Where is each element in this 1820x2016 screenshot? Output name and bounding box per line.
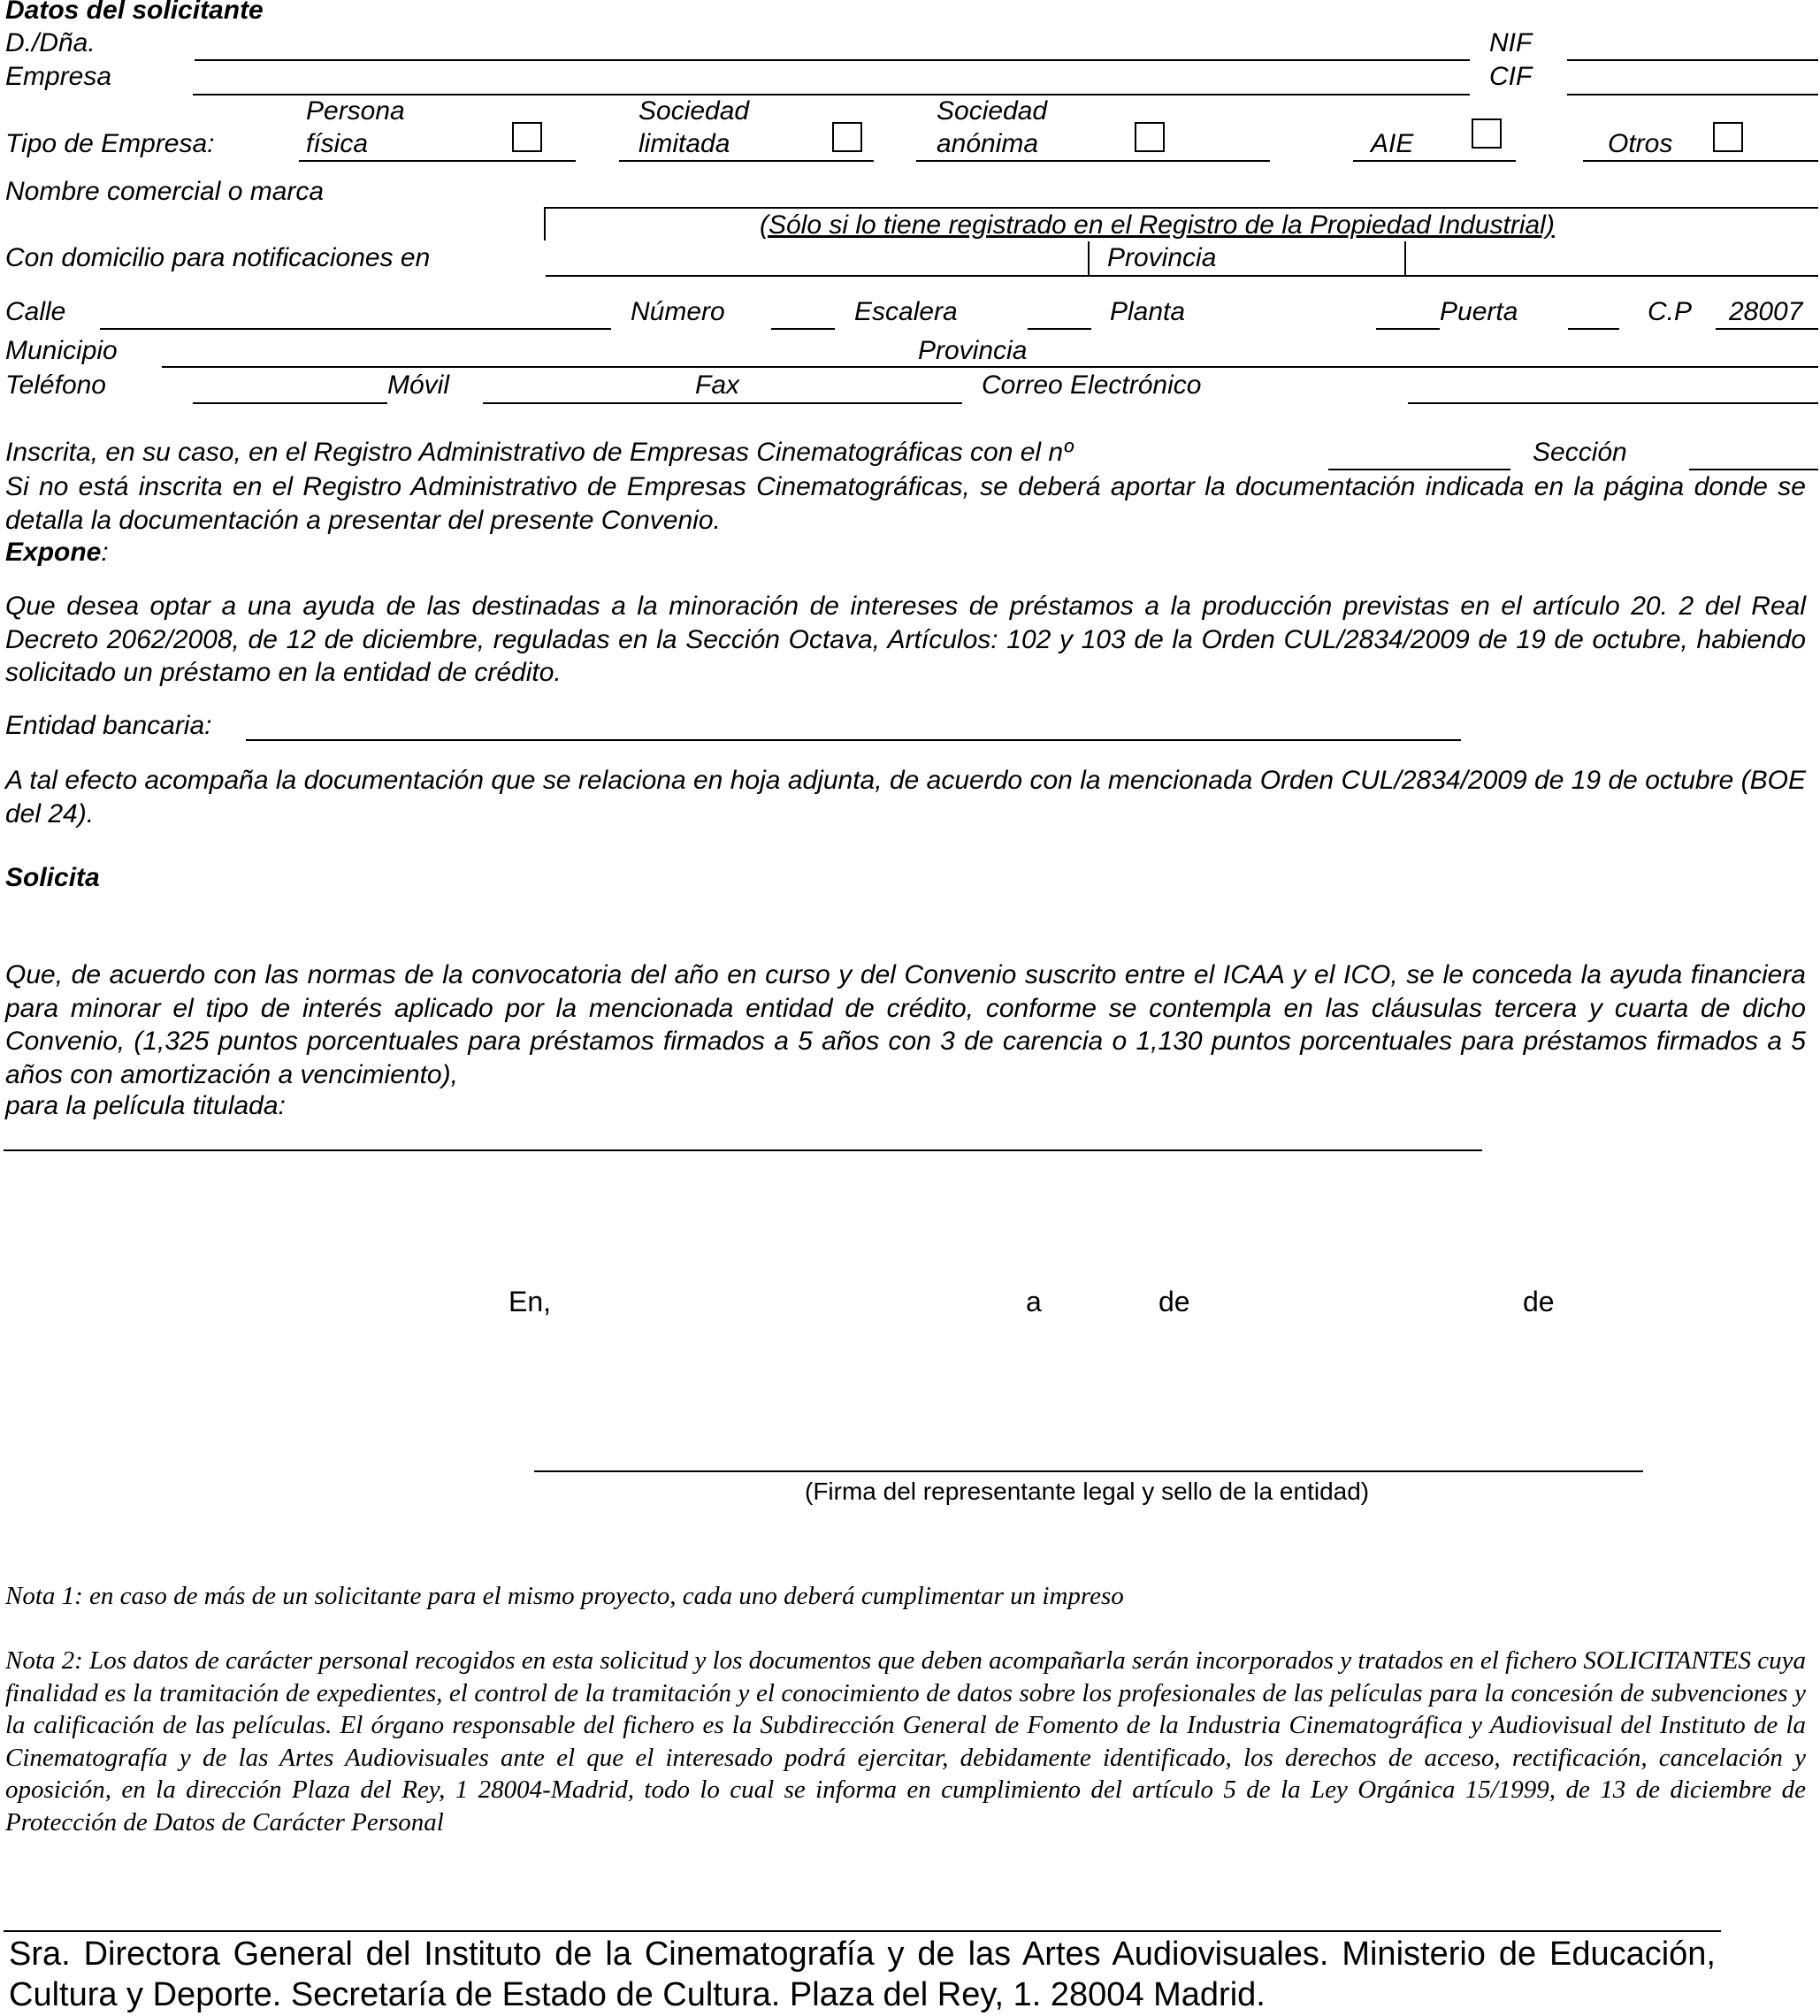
type-anonima-label-2: anónima xyxy=(937,129,1039,158)
nif-label: NIF xyxy=(1489,28,1533,57)
cif-label: CIF xyxy=(1489,62,1533,91)
trade-name-label: Nombre comercial o marca xyxy=(5,177,325,206)
signature-caption: (Firma del representante legal y sello de la entidad) xyxy=(805,1478,1370,1505)
door-field[interactable] xyxy=(1568,328,1619,330)
domicile-province-label: Provincia xyxy=(1107,243,1217,272)
trade-name-field[interactable] xyxy=(544,207,1818,209)
phone-label: Teléfono xyxy=(5,370,106,400)
registry-inscribed-text: Inscrita, en su caso, en el Registro Administrativo de Empresas Cinematográficas con el nº xyxy=(5,438,1074,467)
type-persona-label-2: física xyxy=(306,129,369,158)
province-label: Provincia xyxy=(918,336,1028,365)
checkbox-persona-fisica[interactable] xyxy=(512,122,542,152)
attach-paragraph: A tal efecto acompaña la documentación que se relaciona en hoja adjunta, de acuerdo con la mencionada Orden CUL/2834/2009 de 19 de octubre (BOE del 24). xyxy=(5,766,1806,829)
checkbox-otros[interactable] xyxy=(1713,122,1743,152)
type-otros-label: Otros xyxy=(1608,129,1673,158)
mobile-label: Móvil xyxy=(387,370,450,400)
underline xyxy=(299,160,576,162)
fax-label: Fax xyxy=(695,370,740,400)
solicita-heading: Solicita xyxy=(5,863,100,892)
domicile-label: Con domicilio para notificaciones en xyxy=(5,243,431,272)
postal-value: 28007 xyxy=(1729,297,1803,326)
street-label: Calle xyxy=(5,297,66,326)
expone-heading: Expone xyxy=(5,538,102,567)
expone-colon: : xyxy=(101,538,109,567)
phone-field[interactable] xyxy=(193,402,387,404)
cif-field[interactable] xyxy=(1567,94,1818,95)
type-limitada-label-1: Sociedad xyxy=(639,96,750,126)
type-aie-label: AIE xyxy=(1371,129,1414,158)
film-title-field[interactable] xyxy=(4,1149,1482,1151)
underline xyxy=(619,160,874,162)
number-field[interactable] xyxy=(771,328,835,330)
note-2: Nota 2: Los datos de carácter personal recogidos en esta solicitud y los documentos que deben acompañarla serán incorporados y tratados en el fichero SOLICITANTES cuya finalidad es la tramitación de expedientes, el control de la tramitación y el conocimiento de datos sobre los profesionales de las películas para la concesión de subvenciones y la calificación de las películas. El órgano responsable del fichero es la Subdirección General de Fomento de la Industria Cinematográfica y Audiovisual del Instituto de la Cinematografía y de las Artes Audiovisuales ante el que el interesado podrá ejercitar, debidamente identificado, los derechos de acceso, rectificación, cancelación y oposición, en la dirección Plaza del Rey, 1 28004-Madrid, todo lo cual se informa en cumplimiento del artículo 5 de la Ley Orgánica 15/1999, de 13 de diciembre de Protección de Datos de Carácter Personal xyxy=(5,1646,1806,1837)
trade-name-note: (Sólo si lo tiene registrado en el Registro de la Propiedad Industrial) xyxy=(760,210,1555,240)
stair-field[interactable] xyxy=(1028,328,1091,330)
date-de-label-1: de xyxy=(1159,1286,1190,1317)
company-label: Empresa xyxy=(5,62,112,91)
expone-paragraph: Que desea optar a una ayuda de las destinadas a la minoración de intereses de préstamos a la producción previstas en el artículo 20. 2 del Real Decreto 2062/2008, de 12 de diciembre, reguladas en la Sección Octava, Artículos: 102 y 103 de la Orden CUL/2834/2009 de 19 de octubre, habiendo solicitado un préstamo en la entidad de crédito. xyxy=(5,592,1806,687)
field-border xyxy=(1404,241,1406,275)
section-heading-applicant: Datos del solicitante xyxy=(5,0,264,25)
number-label: Número xyxy=(631,297,725,326)
footer-addressee: Sra. Directora General del Instituto de la Cinematografía y de las Artes Audiovisuales. Ministerio de Educación, Cultura y Deporte. Secretaría de Estado de Cultura. Plaza del Rey, 1. 28004 Madrid. xyxy=(9,1936,1716,2013)
checkbox-sociedad-limitada[interactable] xyxy=(832,122,862,152)
company-type-label: Tipo de Empresa: xyxy=(5,129,215,158)
name-field[interactable] xyxy=(195,59,1470,61)
expone-heading-wrap xyxy=(5,537,109,569)
bank-field[interactable] xyxy=(246,739,1461,741)
postal-field[interactable] xyxy=(1716,328,1818,330)
underline xyxy=(1583,160,1818,162)
field-border xyxy=(544,207,546,241)
registry-not-inscribed-text: Si no está inscrita en el Registro Administrativo de Empresas Cinematográficas, se deberá aportar la documentación indicada en la página donde se detalla la documentación a presentar del presente Convenio. xyxy=(5,472,1806,535)
type-persona-label-1: Persona xyxy=(306,96,405,126)
stair-label: Escalera xyxy=(854,297,958,326)
date-a-label: a xyxy=(1026,1286,1042,1317)
place-label: En, xyxy=(509,1286,552,1317)
note-1: Nota 1: en caso de más de un solicitante para el mismo proyecto, cada uno deberá cumplimentar un impreso xyxy=(5,1582,1124,1610)
municipality-label: Municipio xyxy=(5,336,118,365)
email-field[interactable] xyxy=(1408,402,1818,404)
underline xyxy=(916,160,1270,162)
checkbox-aie[interactable] xyxy=(1472,118,1502,149)
solicita-paragraph: Que, de acuerdo con las normas de la convocatoria del año en curso y del Convenio suscrito entre el ICAA y el ICO, se le conceda la ayuda financiera para minorar el tipo de interés aplicado por la mencionada entidad de crédito, conforme se contempla en las cláusulas tercera y cuarta de dicho Convenio, (1,325 puntos porcentuales para préstamos firmados a 5 años con 3 de carencia o 1,130 puntos porcentuales para préstamos firmados a 5 años con amortización a vencimiento), xyxy=(5,960,1806,1089)
field-border xyxy=(1088,241,1090,275)
name-label: D./Dña. xyxy=(5,28,96,57)
street-field[interactable] xyxy=(100,328,611,330)
floor-label: Planta xyxy=(1110,297,1186,326)
footer-divider xyxy=(4,1930,1721,1932)
nif-field[interactable] xyxy=(1567,59,1818,61)
type-limitada-label-2: limitada xyxy=(639,129,730,158)
type-anonima-label-1: Sociedad xyxy=(937,96,1048,126)
mobile-fax-field[interactable] xyxy=(483,402,962,404)
underline xyxy=(1353,160,1516,162)
postal-label: C.P xyxy=(1648,297,1693,326)
film-label: para la película titulada: xyxy=(5,1091,286,1120)
email-label: Correo Electrónico xyxy=(982,370,1202,400)
section-label: Sección xyxy=(1533,438,1627,467)
domicile-field[interactable] xyxy=(546,275,1818,277)
bank-label: Entidad bancaria: xyxy=(5,711,212,740)
date-de-label-2: de xyxy=(1523,1286,1555,1317)
door-label: Puerta xyxy=(1440,297,1518,326)
municipality-province-field[interactable] xyxy=(162,366,1818,368)
checkbox-sociedad-anonima[interactable] xyxy=(1135,122,1165,152)
signature-field[interactable] xyxy=(534,1470,1643,1472)
floor-field[interactable] xyxy=(1376,328,1440,330)
